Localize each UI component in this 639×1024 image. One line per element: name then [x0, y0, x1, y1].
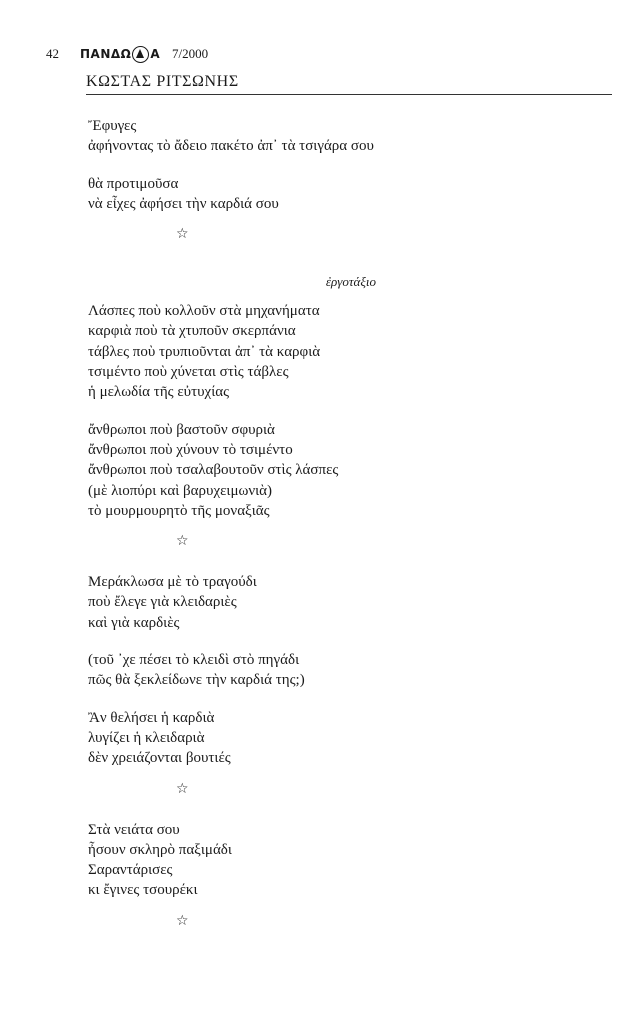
poem-line: δὲν χρειάζονται βουτιές — [88, 750, 231, 767]
issue-number: 7/2000 — [172, 46, 209, 61]
poem-line: ἄνθρωποι ποὺ χύνουν τὸ τσιμέντο — [88, 441, 293, 458]
poem3-stanza-2 — [88, 650, 588, 691]
poem1-stanza-2 — [88, 174, 588, 215]
poem-line: ἡ μελωδία τῆς εὐτυχίας — [88, 384, 230, 401]
poem-line: Ἂν θελήσει ἡ καρδιὰ — [88, 709, 215, 726]
poem4-stanza-1 — [88, 820, 588, 901]
author-name: ΚΩΣΤΑΣ ΡΙΤΣΩΝΗΣ — [86, 73, 239, 90]
poem-line: Σαραντάρισες — [88, 862, 173, 879]
poems-content — [88, 116, 588, 952]
poem-line: κι ἔγινες τσουρέκι — [88, 882, 198, 899]
poem-line: (μὲ λιοπύρι καὶ βαρυχειμωνιὰ) — [88, 482, 273, 499]
poem-line: τσιμέντο ποὺ χύνεται στὶς τάβλες — [88, 364, 289, 381]
poem2-subtitle: ἐργοτάξιο — [325, 274, 376, 290]
magazine-logo — [80, 44, 160, 64]
poem-line: πῶς θὰ ξεκλείδωνε τὴν καρδιά της;) — [88, 672, 305, 689]
poem-line: καρφιὰ ποὺ τὰ χτυποῦν σκερπάνια — [88, 323, 296, 340]
star-separator-icon: ☆ — [176, 780, 189, 797]
star-separator-icon: ☆ — [176, 912, 189, 929]
poem-line: θὰ προτιμοῦσα — [88, 175, 179, 192]
poem-line: τὸ μουρμουρητὸ τῆς μοναξιᾶς — [88, 502, 270, 519]
poem-line: Στὰ νειάτα σου — [88, 821, 180, 838]
poem2-stanza-2 — [88, 420, 588, 521]
poem-line: ἀφήνοντας τὸ ἄδειο πακέτο ἀπ᾿ τὰ τσιγάρα σου — [88, 138, 374, 155]
logo-emblem-icon — [132, 46, 149, 63]
logo-text-left: ΠΑΝΔΩ — [80, 47, 132, 61]
poem-line: ποὺ ἔλεγε γιὰ κλειδαριὲς — [88, 594, 237, 611]
poem-line: νὰ εἶχες ἀφήσει τὴν καρδιά σου — [88, 195, 279, 212]
poem3-stanza-3 — [88, 708, 588, 769]
poem-line: Μεράκλωσα μὲ τὸ τραγούδι — [88, 574, 257, 591]
logo-text-right: Α — [150, 47, 161, 61]
poem1-stanza-1 — [88, 116, 588, 157]
poem-line: ἄνθρωποι ποὺ βαστοῦν σφυριὰ — [88, 421, 275, 438]
poem-line: λυγίζει ἡ κλειδαριὰ — [88, 729, 205, 746]
page-number: 42 — [46, 46, 59, 61]
page-header — [0, 44, 639, 68]
star-separator-icon: ☆ — [176, 533, 189, 550]
header-divider — [86, 94, 612, 95]
poem2-stanza-1 — [88, 301, 588, 402]
star-separator-icon: ☆ — [176, 226, 189, 243]
poem-line: ἄνθρωποι ποὺ τσαλαβουτοῦν στὶς λάσπες — [88, 462, 339, 479]
poem3-stanza-1 — [88, 572, 588, 633]
poem-line: τάβλες ποὺ τρυπιοῦνται ἀπ᾿ τὰ καρφιὰ — [88, 343, 321, 360]
poem-line: (τοῦ ᾿χε πέσει τὸ κλειδὶ στὸ πηγάδι — [88, 652, 300, 669]
poem-line: ἦσουν σκληρὸ παξιμάδι — [88, 841, 232, 858]
poem-line: καὶ γιὰ καρδιὲς — [88, 614, 180, 631]
poem-line: Ἔφυγες — [88, 118, 137, 134]
poem-line: Λάσπες ποὺ κολλοῦν στὰ μηχανήματα — [88, 303, 320, 320]
